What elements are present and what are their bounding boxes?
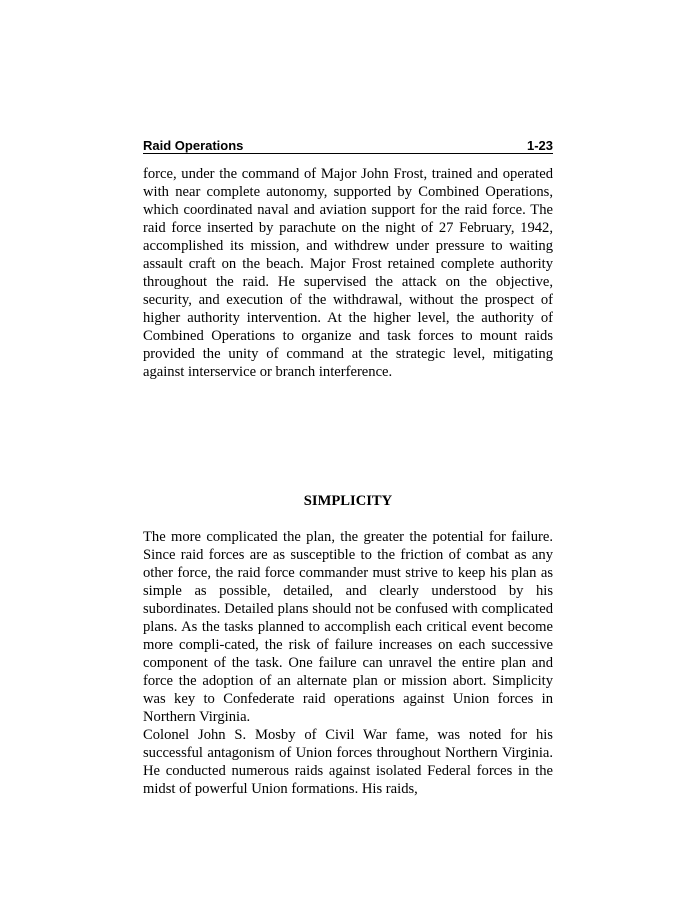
header-section-title: Raid Operations xyxy=(143,138,244,153)
paragraph-simplicity: The more complicated the plan, the greater the potential for failure. Since raid forces are as susceptible to the friction of combat as any other force, the raid force commander must strive to keep his plan as simple as possible, detailed, and clearly understood by his subordinates. Detailed plans should not be confused with complicated plans. As the tasks planned to accomplish each critical event become more compli-cated, the risk of failure increases on each successive component of the task. One failure can unravel the entire plan and force the adoption of an alternate plan or mission abort. Simplicity was key to Confederate raid operations against Union forces in Northern Virginia. xyxy=(143,529,553,725)
text-block-upper xyxy=(143,165,553,381)
section-heading-simplicity: SIMPLICITY xyxy=(303,493,393,509)
paragraph-mosby: Colonel John S. Mosby of Civil War fame, was noted for his successful antagonism of Union forces throughout Northern Virginia. He conducted numerous raids against isolated Federal forces in the midst of powerful Union formations. His raids, xyxy=(143,727,553,797)
text-block-lower xyxy=(143,528,553,798)
running-header xyxy=(143,136,553,154)
header-page-number: 1-23 xyxy=(526,138,553,153)
paragraph-raid-force-frost: force, under the command of Major John Frost, trained and operated with near complete autonomy, supported by Combined Operations, which coordinated naval and aviation support for the raid force. The raid force inserted by parachute on the night of 27 February, 1942, accomplished its mission, and withdrew under pressure to waiting assault craft on the beach. Major Frost retained complete authority throughout the raid. He supervised the attack on the objective, security, and execution of the withdrawal, without the prospect of higher authority intervention. At the higher level, the authority of Combined Operations to organize and task forces to mount raids provided the unity of command at the strategic level, mitigating against interservice or branch interference. xyxy=(143,166,553,380)
